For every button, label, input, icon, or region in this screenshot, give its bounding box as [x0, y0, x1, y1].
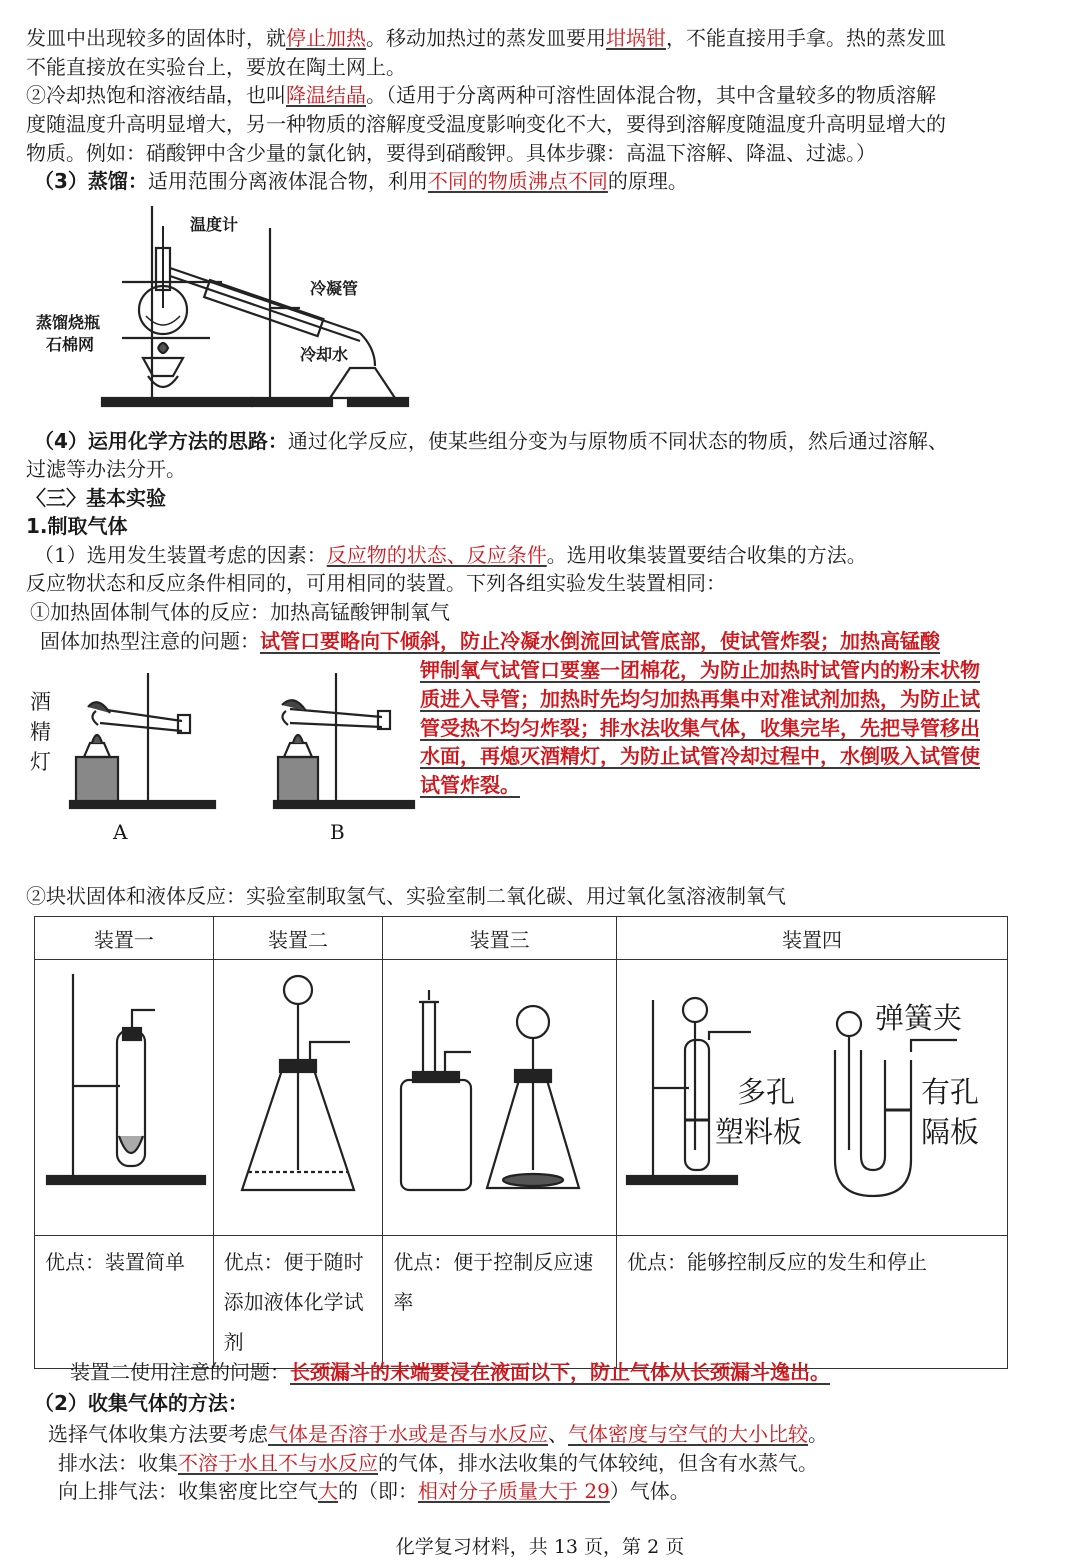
apparatus-2-figure	[214, 960, 382, 1230]
advantage-cell: 优点：便于随时添加液体化学试剂	[213, 1236, 383, 1369]
subsection-heading: 1.制取气体	[26, 514, 128, 538]
apparatus-3-figure	[383, 960, 615, 1230]
note-line: 管受热不均匀炸裂；排水法收集气体，收集完毕，先把导管移出	[420, 716, 980, 740]
label-perforated-board: 有孔	[921, 1075, 980, 1109]
label-gauze: 石棉网	[46, 335, 95, 354]
figure-cell	[213, 960, 383, 1236]
text-line: ①加热固体制气体的反应：加热高锰酸钾制氧气	[30, 600, 450, 624]
table-header-row	[35, 917, 1008, 960]
text-line: 发皿中出现较多的固体时，就停止加热。移动加热过的蒸发皿要用坩埚钳，不能直接用手拿。热的蒸发皿	[26, 26, 946, 50]
page-footer: 化学复习材料，共 13 页，第 2 页	[395, 1536, 685, 1558]
label-lamp: 精	[30, 720, 51, 744]
label-lamp: 灯	[30, 750, 51, 774]
text-line: 过滤等办法分开。	[26, 457, 186, 481]
distillation-apparatus-figure	[30, 198, 450, 418]
label-b: B	[330, 820, 345, 844]
table-header: 装置二	[213, 917, 383, 960]
label-condenser: 冷凝管	[310, 279, 359, 298]
label-cooling-water: 冷却水	[300, 345, 349, 364]
label-a: A	[113, 820, 128, 844]
label-lamp: 酒	[30, 690, 51, 714]
figure-cell	[617, 960, 1008, 1236]
text-line: 度随温度升高明显增大，另一种物质的溶解度受温度影响变化不大，要得到溶解度随温度升高明显增大的	[26, 112, 946, 136]
label-porous-plate: 多孔	[737, 1075, 796, 1109]
text-line: ②块状固体和液体反应：实验室制取氢气、实验室制二氧化碳、用过氧化氢溶液制氧气	[26, 884, 786, 908]
advantage-cell: 优点：能够控制反应的发生和停止	[617, 1236, 1008, 1369]
text-line: （3）蒸馏：适用范围分离液体混合物，利用不同的物质沸点不同的原理。	[34, 169, 688, 193]
heating-apparatus-b	[270, 665, 420, 815]
table-advantage-row	[35, 1236, 1008, 1369]
label-flask: 蒸馏烧瓶	[36, 313, 101, 332]
text-line: 装置二使用注意的问题：长颈漏斗的末端要浸在液面以下，防止气体从长颈漏斗逸出。	[70, 1360, 830, 1384]
text-line: 向上排气法：收集密度比空气大的（即：相对分子质量大于 29）气体。	[58, 1479, 690, 1503]
note-line: 质进入导管；加热时先均匀加热再集中对准试剂加热，为防止试	[420, 687, 980, 711]
text-line: 排水法：收集不溶于水且不与水反应的气体，排水法收集的气体较纯，但含有水蒸气。	[58, 1451, 818, 1475]
section-heading: 〈三〉基本实验	[26, 486, 166, 510]
figure-cell	[35, 960, 214, 1236]
label-thermometer: 温度计	[190, 215, 239, 234]
text-line: （4）运用化学方法的思路：通过化学反应，使某些组分变为与原物质不同状态的物质，然后通过溶解、	[34, 429, 948, 453]
advantage-cell: 优点：便于控制反应速率	[383, 1236, 617, 1369]
note-line: 试管炸裂。	[420, 773, 520, 797]
text-line: 不能直接放在实验台上，要放在陶土网上。	[26, 55, 406, 79]
note-line: 钾制氧气试管口要塞一团棉花，为防止加热时试管内的粉末状物	[420, 658, 980, 682]
figure-cell	[383, 960, 617, 1236]
text-line: 反应物状态和反应条件相同的，可用相同的装置。下列各组实验发生装置相同：	[26, 571, 726, 595]
table-header: 装置三	[383, 917, 617, 960]
text-line: 选择气体收集方法要考虑气体是否溶于水或是否与水反应、气体密度与空气的大小比较。	[48, 1422, 828, 1446]
apparatus-table	[34, 916, 1008, 1369]
note-line: 水面，再熄灭酒精灯，为防止试管冷却过程中，水倒吸入试管使	[420, 744, 980, 768]
label-perforated-board: 隔板	[921, 1115, 980, 1149]
table-header: 装置一	[35, 917, 214, 960]
subsection-heading: （2）收集气体的方法：	[34, 1391, 248, 1415]
text-line: 固体加热型注意的问题：试管口要略向下倾斜，防止冷凝水倒流回试管底部，使试管炸裂；加热高锰酸	[40, 629, 940, 653]
label-porous-plate: 塑料板	[715, 1115, 803, 1149]
apparatus-1-figure	[35, 960, 212, 1230]
text-line: ②冷却热饱和溶液结晶，也叫降温结晶。（适用于分离两种可溶性固体混合物，其中含量较多的物质溶解	[26, 83, 936, 107]
table-header: 装置四	[617, 917, 1008, 960]
text-line: 物质。例如：硝酸钾中含少量的氯化钠，要得到硝酸钾。具体步骤：高温下溶解、降温、过滤。）	[26, 141, 876, 165]
heating-apparatus-a	[60, 665, 230, 815]
text-line: （1）选用发生装置考虑的因素：反应物的状态、反应条件。选用收集装置要结合收集的方法。	[34, 543, 867, 567]
table-figure-row	[35, 960, 1008, 1236]
label-spring-clamp: 弹簧夹	[875, 1001, 963, 1035]
advantage-cell: 优点：装置简单	[35, 1236, 214, 1369]
